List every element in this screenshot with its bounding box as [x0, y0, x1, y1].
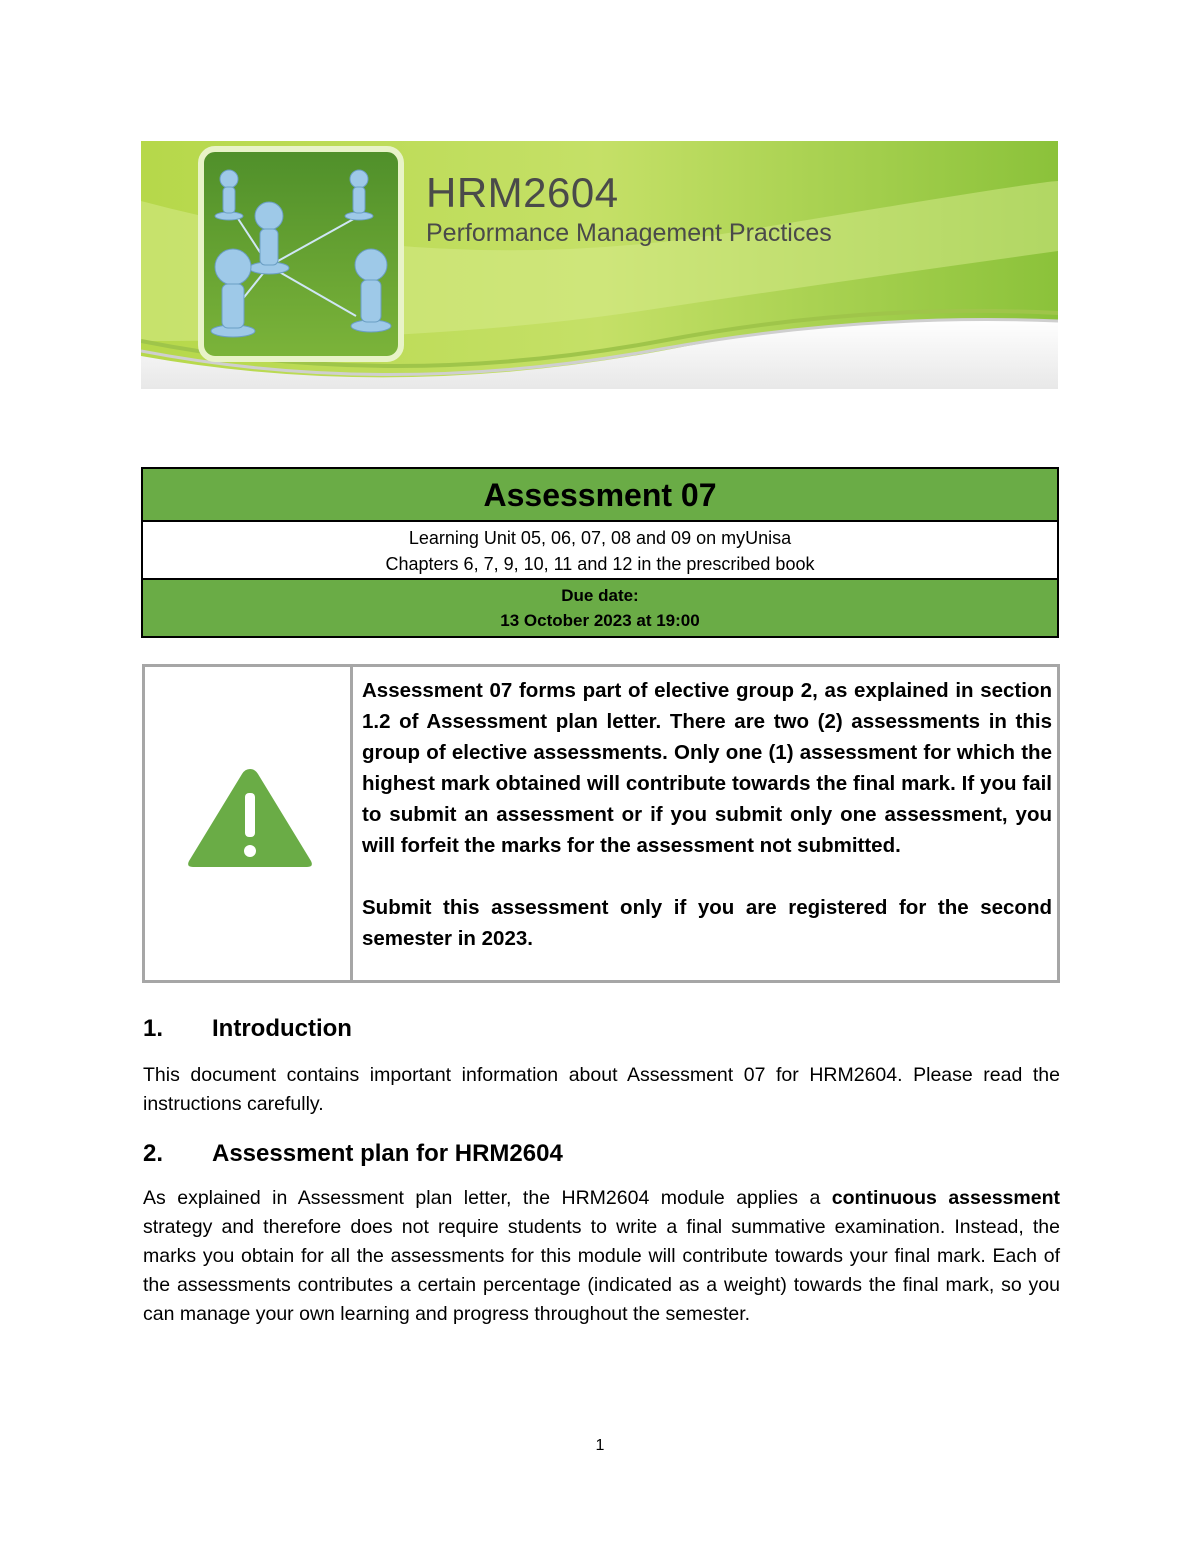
course-code: HRM2604 [426, 169, 619, 216]
warning-paragraph-registration: Submit this assessment only if you are registered for the second semester in 2023. [362, 896, 1052, 950]
assessment-scope [143, 522, 1057, 580]
warning-triangle-icon [185, 765, 315, 869]
page-number: 1 [595, 1437, 605, 1454]
chapters-line: Chapters 6, 7, 9, 10, 11 and 12 in the prescribed book [385, 554, 815, 574]
warning-text [362, 675, 1052, 954]
section-number: 2. [143, 1140, 164, 1167]
due-date-block [143, 580, 1057, 636]
section-title: Introduction [212, 1015, 352, 1042]
learning-units-line: Learning Unit 05, 06, 07, 08 and 09 on myUnisa [408, 528, 792, 548]
section-title: Assessment plan for HRM2604 [212, 1140, 563, 1167]
assessment-header-table [141, 467, 1059, 638]
assessment-title: Assessment 07 [143, 469, 1057, 522]
course-banner [141, 141, 1058, 389]
due-date-value: 13 October 2023 at 19:00 [500, 611, 700, 630]
section-heading-introduction [143, 1015, 352, 1043]
warning-paragraph-elective: Assessment 07 forms part of elective group 2, as explained in section 1.2 of Assessment plan letter. There are two (2) assessments in this group of elective assessments. Only one (1) assessment for which the highest mark obtained will contribute towards the final mark. If you fail to submit an assessment or if you submit only one assessment, you will forfeit the marks for the assessment not submitted. [362, 679, 1052, 857]
introduction-paragraph: This document contains important information about Assessment 07 for HRM2604. Please read the instructions carefully. [143, 1064, 1060, 1115]
warning-divider [350, 667, 353, 980]
paragraph-text-start: As explained in Assessment plan letter, the HRM2604 module applies a [143, 1187, 832, 1209]
elective-warning-box [142, 664, 1060, 983]
assessment-plan-paragraph [143, 1184, 1060, 1329]
emphasis-continuous-assessment: continuous assessment [831, 1187, 1060, 1209]
section-heading-assessment-plan [143, 1140, 563, 1168]
paragraph-text-end: strategy and therefore does not require students to write a final summative examination. Instead, the marks you obtain for all the assessments for this module will contribute towards your final mark. Each of the assessments contributes a certain percentage (indicated as a weight) towards the final mark, so you can manage your own learning and progress throughout the semester. [143, 1216, 1060, 1325]
due-date-label: Due date: [561, 586, 639, 605]
course-name: Performance Management Practices [426, 219, 832, 247]
section-number: 1. [143, 1015, 164, 1042]
